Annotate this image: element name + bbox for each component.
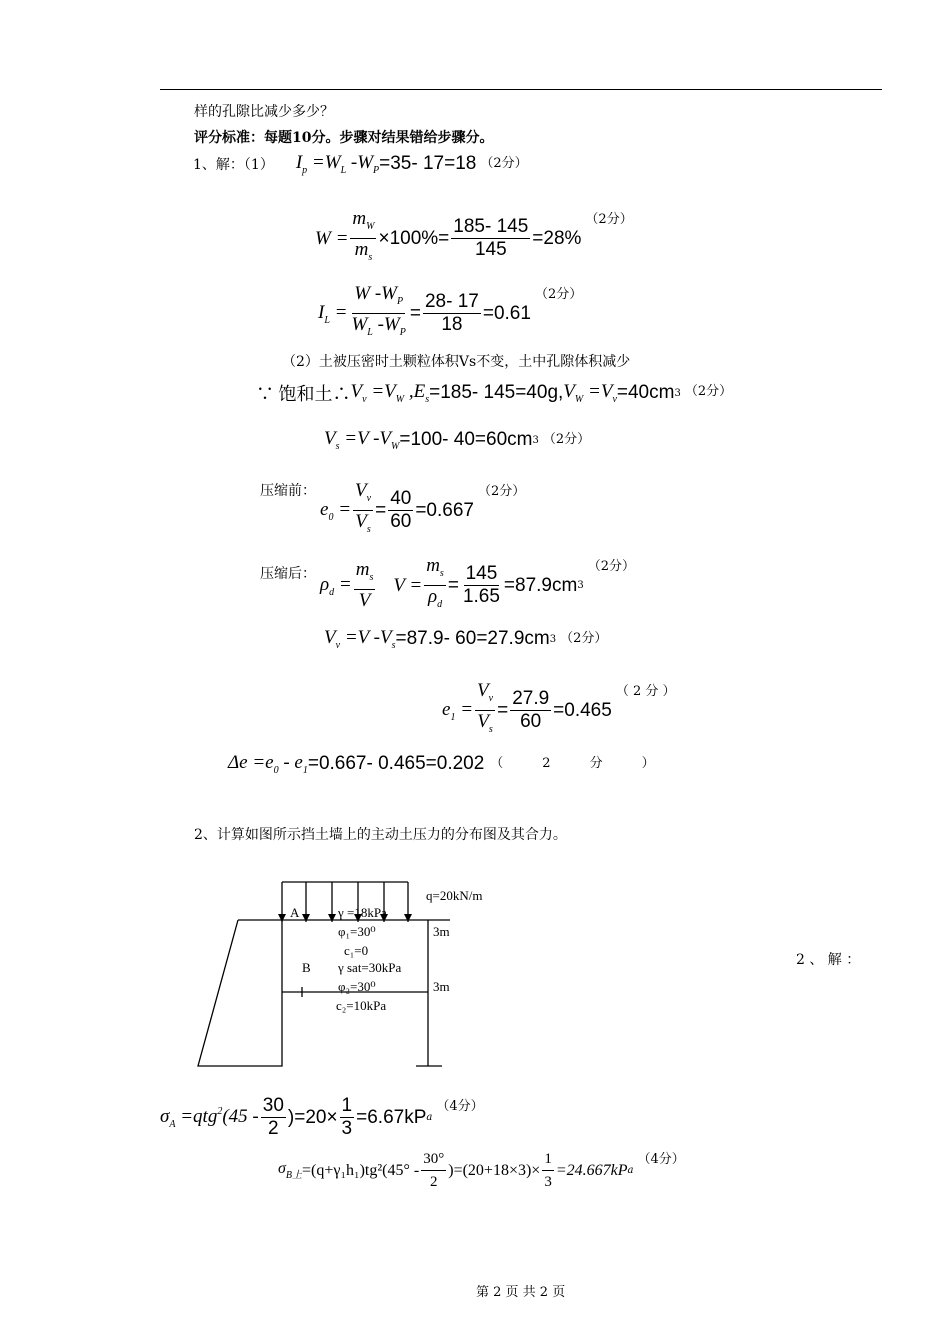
pts-sa: （4分） [436,1099,484,1114]
wall-outline [198,920,282,1066]
eq-ip: 1、解：（1） $I_p =W_L$ $-W_P$ =35- 17=18 （2分） [193,152,528,176]
eq-e1-den: 60 [520,711,542,732]
after-label: 压缩后： [260,566,316,582]
eq-de-rest: =0.667- 0.465=0.202 [307,753,485,774]
eq-sb-num2: 1 [542,1148,554,1171]
eq-vv: $V_v =V$ $-V_s$ =87.9- 60=27.9cm 3 （2分） [324,627,608,651]
phi2-label: φ₂=30⁰ [338,979,376,994]
eq-sa-mid: )=20× [287,1106,338,1128]
pts-sb: （4分） [637,1152,685,1167]
eq-e0-res: =0.667 [415,499,474,521]
eq-w-num: 185- 145 [453,216,529,237]
eq-w-res: =28% [532,227,582,249]
eq-il: $I_L$ = $\frac{W -W_P}{W_L -W_P}$ = $\frac{28- 17}{18}$ =0.61 （2分） [318,283,583,338]
pts-sat: （2分） [684,384,733,399]
eq-il-num: 28- 17 [424,291,479,312]
pts-v: （2分） [587,559,635,574]
eq-e1-num: 27.9 [512,688,550,709]
question-2: 2、计算如图所示挡土墙上的主动土压力的分布图及其合力。 [194,827,567,843]
load-label: q=20kN/m [426,888,483,903]
eq-sigma-b: $\sigma_{B上}$ =(q+γ₁h₁)tg²(45° - $\frac{30^\circ}{2}$ )=(20+18×3)× $\frac{1}{3}$ =24.667kP a （4分） [278,1148,685,1193]
sol1-prefix: 1、解：（1） [193,157,274,173]
eq-v-den: 1.65 [462,586,500,607]
before-label: 压缩前： [260,483,316,499]
eq-e1: $e_1$ = $\frac{V_v}{V_s}$ = $\frac{27.9}{60}$ =0.465 （ 2 分 ） [442,680,676,735]
eq-sigma-a: $\sigma_A =qtg^2(45$ - $\frac{30}{2}$ )=20× $\frac{1}{3}$ =6.67kP a （4分） [160,1095,484,1139]
eq-sa-res: =6.67kP [356,1106,427,1128]
pts-vv: （2分） [560,631,608,646]
eq-v-num: 145 [465,563,498,584]
eq-sb-left: =(q+γ₁h₁)tg²(45° - [302,1161,420,1179]
eq-e0-den: 60 [390,511,412,532]
eq-sb-den2: 3 [544,1174,552,1190]
eq-il-den: 18 [441,314,463,335]
grading-criteria: 评分标准：每题10分。步骤对结果错给步骤分。 [194,130,494,146]
eq-vs: $V_s =V$ $-V_W$ =100- 40=60cm 3 （2分） [324,428,591,452]
pts-ip: （2分） [480,156,528,171]
point-a-label: A [290,905,300,920]
sat-prefix: ∵ 饱和土∴ [256,384,351,404]
eq-w: W = $\frac{m_W}{m_s}$ ×100%= $\frac{185- 145}{145}$ =28% （2分） [315,208,633,263]
pts-de: （ 2 分 ） [490,756,655,771]
pts-e0: （2分） [477,484,526,499]
eq-sa-num2: 1 [341,1095,353,1116]
retaining-wall-diagram [190,870,520,1075]
header-rule [160,89,882,90]
pts-e1: （ 2 分 ） [615,684,676,699]
eq-de: $\Delta e =e_0 - e_1$ =0.667- 0.465=0.202 （ 2 分 ） [228,752,655,776]
eq-v: 压缩后： $\rho_d$ = $\frac{m_s}{V}$ V = $\frac{m_s}{\rho_d}$ = $\frac{145}{1.65}$ =87.9cm 3 （2分） [260,555,635,611]
phi1-label: φ₁=30⁰ [338,924,376,939]
eq-sat-end: =40cm [616,382,675,403]
eq-v-res: =87.9cm [503,574,578,596]
c2-label: c₂=10kPa [336,998,387,1013]
gamma1-label: γ =18kPa [338,905,387,920]
eq-sa-den: 2 [268,1118,279,1139]
eq-il-res: =0.61 [482,302,531,324]
eq-sat: ∵ 饱和土∴ $V_v =V_W$ $,E_s$ =185- 145=40g, $V_W =V_v$ =40cm 3 （2分） [256,381,733,405]
page-footer: 第 2 页 共 2 页 [476,1285,566,1300]
eq-e0: 压缩前： $e_0$ = $\frac{V_v}{V_s}$ = $\frac{40}{60}$ =0.667 （2分） [260,480,526,535]
eq-w-mid: ×100%= [378,227,450,249]
eq-sb-mid: )=(20+18×3)× [448,1161,541,1179]
c1-label: c₁=0 [344,943,369,958]
solution-2-label: 2 、 解 ： [796,952,861,968]
pts-w: （2分） [585,212,633,227]
pts-il: （2分） [534,287,583,302]
point-b-label: B [302,960,311,975]
eq-w-den: 145 [474,239,507,260]
h1-label: 3m [433,924,450,939]
eq-sb-num: 30° [421,1148,446,1171]
gamma-sat-label: γ sat=30kPa [338,960,402,975]
eq-sa-num: 30 [262,1095,284,1116]
h2-label: 3m [433,979,450,994]
part2-text: （2）土被压密时土颗粒体积Vs不变，土中孔隙体积减少 [282,354,631,370]
eq-vv-rest: =87.9- 60=27.9cm [395,628,550,649]
eq-sat-rest: =185- 145=40g, [429,382,564,403]
pts-vs: （2分） [542,432,591,447]
eq-sa-den2: 3 [341,1118,353,1139]
eq-vs-rest: =100- 40=60cm [399,429,533,450]
eq-sb-den: 2 [429,1174,438,1190]
eq-e1-res: =0.465 [553,699,612,721]
text-line1: 样的孔隙比减少多少？ [194,104,334,120]
eq-sb-res: =24.667kP [555,1161,628,1179]
eq-e0-num: 40 [390,488,412,509]
eq-ip-rest: =35- 17=18 [379,153,477,174]
